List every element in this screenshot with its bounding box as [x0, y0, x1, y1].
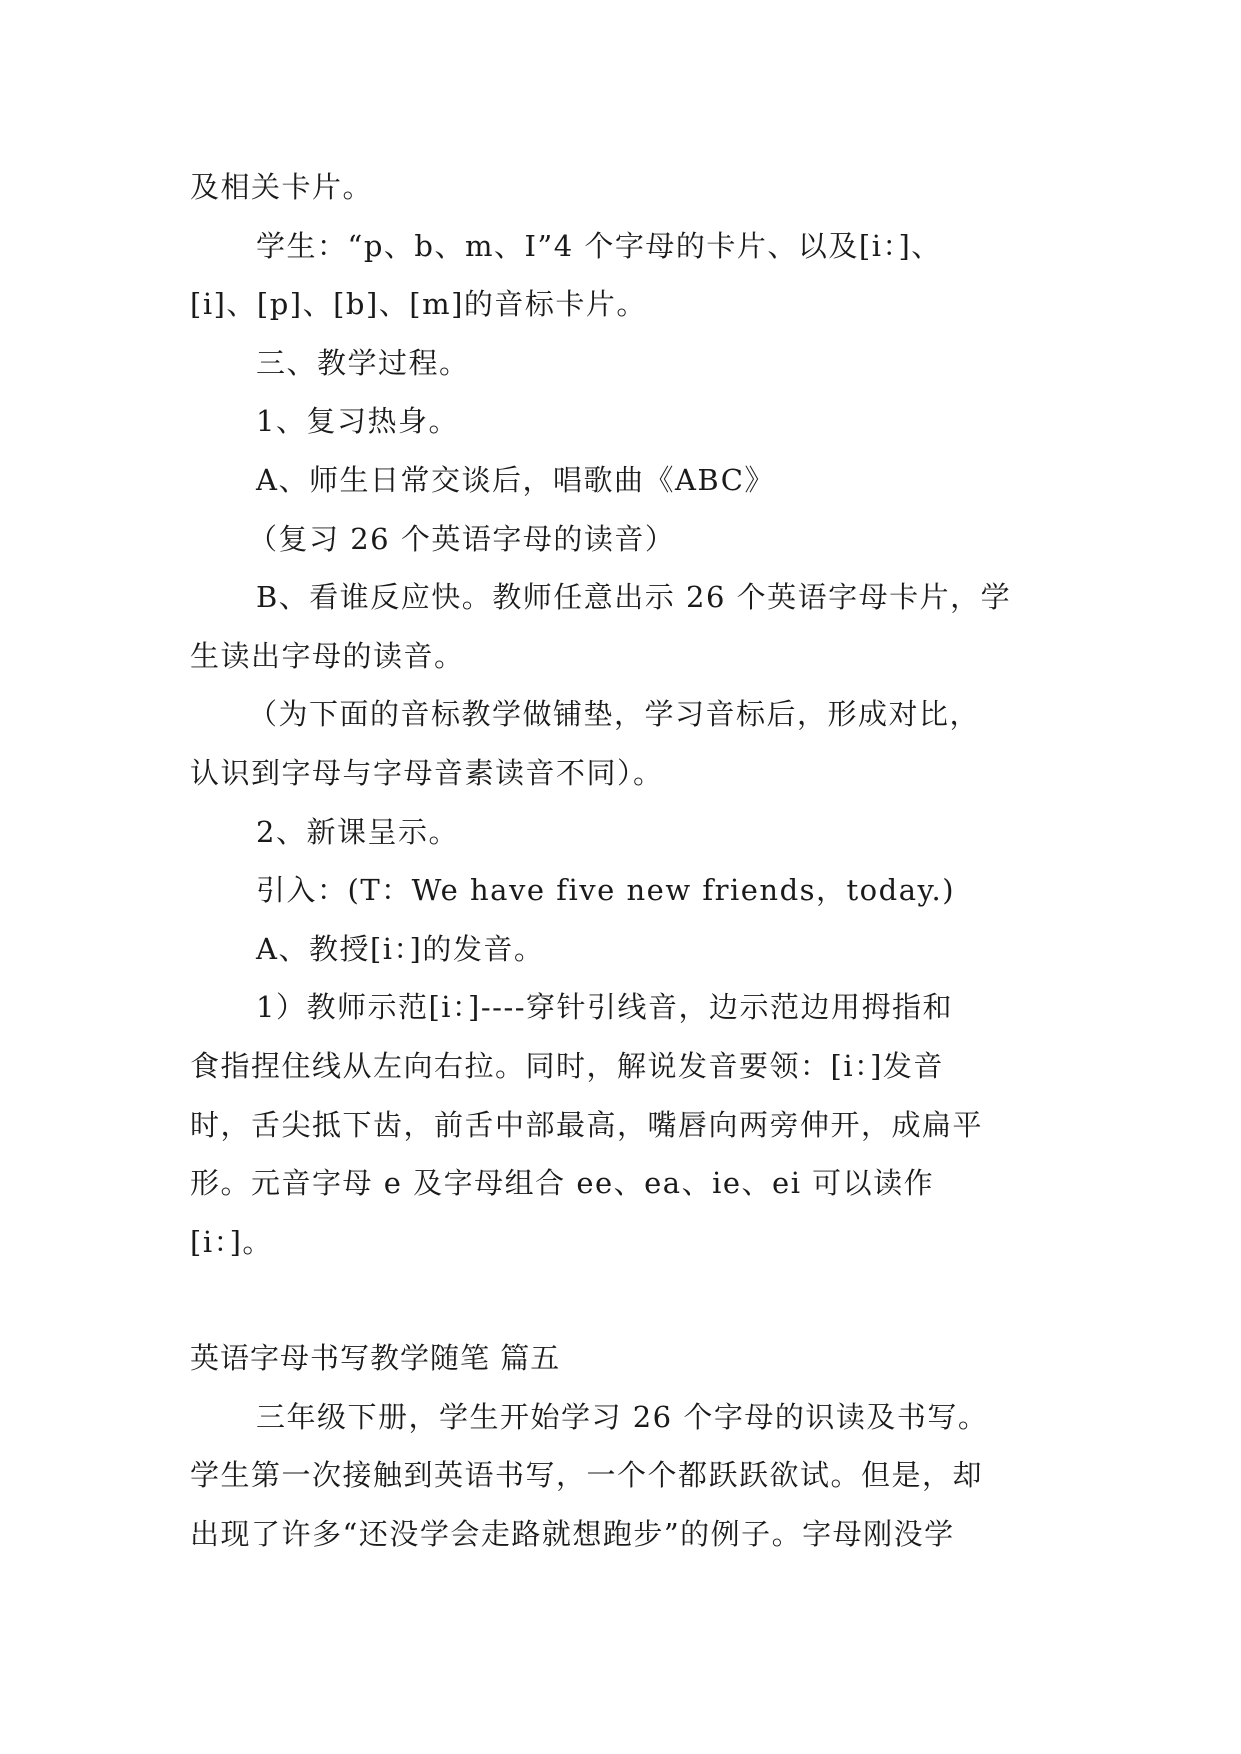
paragraph-line: 三、教学过程。: [256, 345, 470, 380]
paragraph-line: 食指捏住线从左向右拉。同时，解说发音要领：[i：]发音: [190, 1048, 944, 1083]
paragraph-line: A、师生日常交谈后，唱歌曲《ABC》: [256, 462, 775, 497]
paragraph-line: [i]、[p]、[b]、[m]的音标卡片。: [190, 287, 647, 322]
paragraph-line: 1、复习热身。: [256, 404, 459, 439]
paragraph-line: 2、新课呈示。: [256, 814, 459, 849]
paragraph-line: 生读出字母的读音。: [190, 638, 465, 673]
document-body: [190, 158, 1060, 1564]
paragraph-line: 出现了许多“还没学会走路就想跑步”的例子。字母刚没学: [190, 1517, 955, 1552]
paragraph-line: （为下面的音标教学做铺垫，学习音标后，形成对比，: [248, 697, 981, 732]
section-gap: [190, 1271, 1060, 1329]
paragraph-line: 形。元音字母 e 及字母组合 ee、ea、ie、ei 可以读作: [190, 1166, 935, 1201]
paragraph-line: 三年级下册，学生开始学习 26 个字母的识读及书写。: [256, 1399, 989, 1434]
paragraph-line: [i：]。: [190, 1224, 273, 1259]
paragraph-line: A、教授[i：]的发音。: [256, 931, 545, 966]
paragraph-line: 引入：(T：We have five new friends，today.): [256, 873, 956, 908]
paragraph-line: 及相关卡片。: [190, 170, 374, 204]
paragraph-line: B、看谁反应快。教师任意出示 26 个英语字母卡片，学: [256, 580, 1012, 615]
paragraph-line: 1）教师示范[i：]----穿针引线音，边示范边用拇指和: [256, 990, 954, 1025]
paragraph-line: 时，舌尖抵下齿，前舌中部最高，嘴唇向两旁伸开，成扁平: [190, 1107, 984, 1142]
paragraph-line: 学生：“p、b、m、I”4 个字母的卡片、以及[i：]、: [256, 228, 942, 263]
section-title: 英语字母书写教学随笔 篇五: [190, 1341, 561, 1376]
paragraph-line: （复习 26 个英语字母的读音）: [248, 521, 676, 556]
paragraph-line: 认识到字母与字母音素读音不同）。: [190, 755, 664, 790]
paragraph-line: 学生第一次接触到英语书写，一个个都跃跃欲试。但是，却: [190, 1458, 984, 1493]
